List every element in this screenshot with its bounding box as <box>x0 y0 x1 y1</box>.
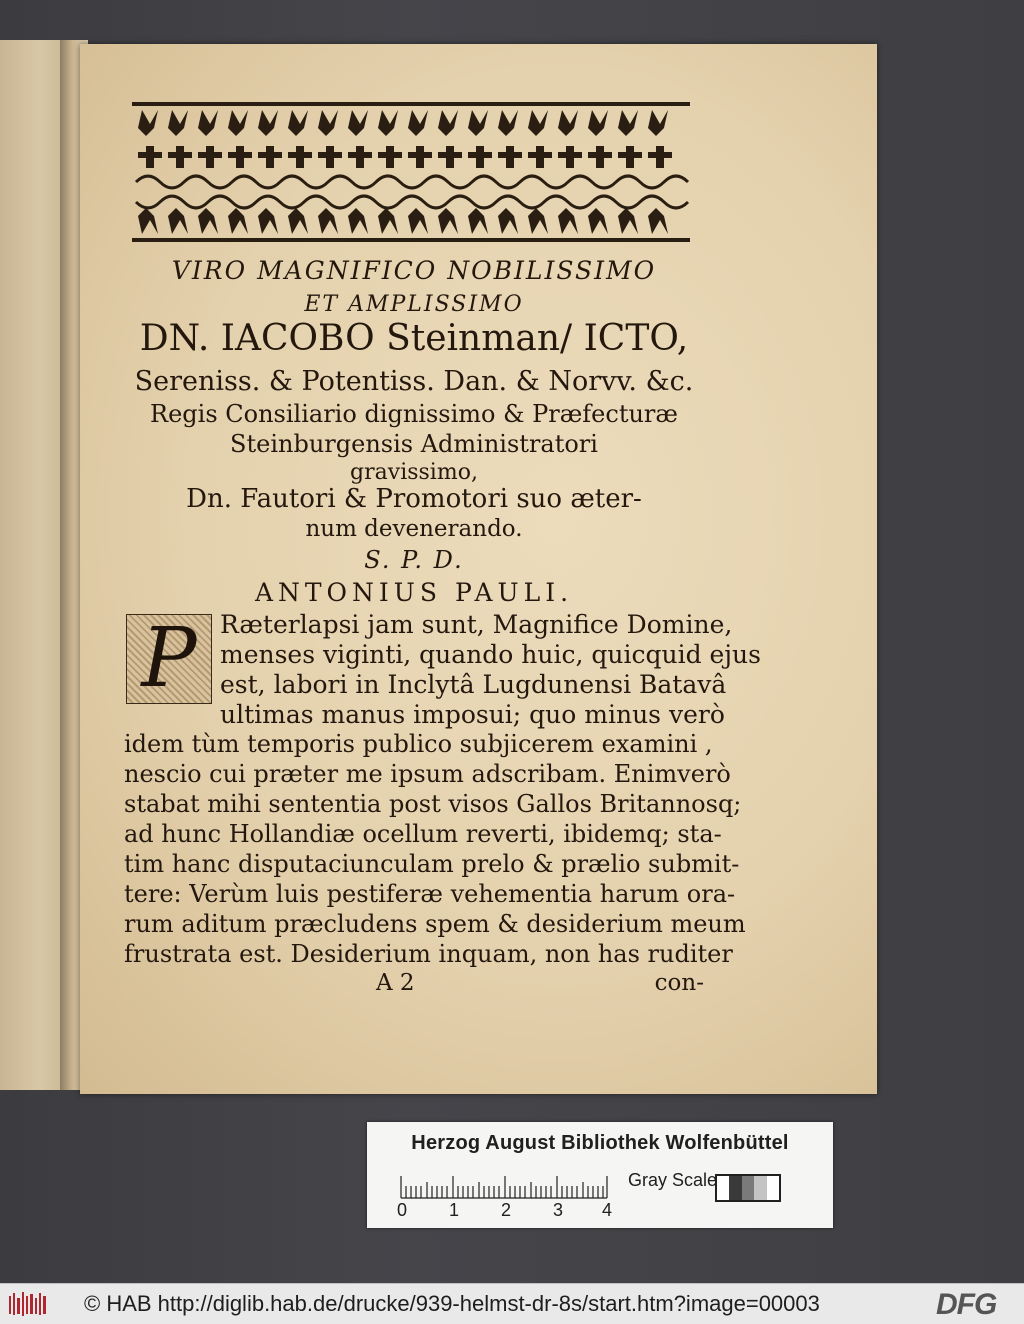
dedication-line-7: gravissimo, <box>350 460 478 485</box>
gray-swatch-2 <box>729 1176 741 1200</box>
signature-mark: A 2 <box>376 970 415 996</box>
body-line-4: ultimas manus imposui; quo minus verò <box>220 700 725 729</box>
dfg-logo: DFG <box>936 1288 997 1321</box>
body-line-10: tere: Verùm luis pestiferæ vehementia harum ora- <box>124 880 736 908</box>
gray-scale-swatches <box>715 1174 781 1202</box>
gray-swatch-5 <box>767 1176 779 1200</box>
scale-ruler <box>397 1172 611 1202</box>
body-line-5: idem tùm temporis publico subjicerem examini , <box>124 730 713 758</box>
dedication-line-2: ET AMPLISSIMO <box>304 292 524 317</box>
scale-number-4: 4 <box>602 1200 613 1220</box>
gray-swatch-4 <box>754 1176 766 1200</box>
footer-bar <box>0 1283 1024 1324</box>
decorated-initial <box>126 611 212 706</box>
gray-scale-label: Gray Scale <box>628 1170 718 1190</box>
dedication-name-line: DN. IACOBO Steinman/ ICTO, <box>139 318 689 359</box>
body-line-6: nescio cui præter me ipsum adscribam. Enimverò <box>124 760 731 788</box>
scale-number-2: 2 <box>501 1200 512 1220</box>
barcode-logo-icon <box>8 1290 48 1318</box>
salutation: S. P. D. <box>364 546 464 574</box>
body-line-3: est, labori in Inclytâ Lugdunensi Batavâ <box>220 670 727 699</box>
body-line-12: frustrata est. Desiderium inquam, non has ruditer <box>124 940 733 968</box>
previous-page-edge <box>0 40 66 1090</box>
dedication-line-9: num devenerando. <box>305 516 523 542</box>
body-line-7: stabat mihi sententia post visos Gallos Britannosq; <box>124 790 742 818</box>
dedication-line-4: Sereniss. & Potentiss. Dan. & Norvv. &c. <box>134 366 694 397</box>
scale-numbers <box>389 1200 629 1222</box>
scale-number-0: 0 <box>397 1200 408 1220</box>
copyright-url: © HAB http://diglib.hab.de/drucke/939-helmst-dr-8s/start.htm?image=00003 <box>84 1291 820 1316</box>
body-line-2: menses viginti, quando huic, quicquid ejus <box>220 640 761 669</box>
catchword: con- <box>654 970 704 996</box>
dedication-line-5: Regis Consiliario dignissimo & Præfecturæ <box>150 400 678 428</box>
library-label <box>367 1122 833 1228</box>
ornament-band-image <box>132 102 690 242</box>
dedication-line-1: VIRO MAGNIFICO NOBILISSIMO <box>171 256 657 285</box>
body-line-11: rum aditum præcludens spem & desiderium meum <box>124 910 746 938</box>
initial-letter: P <box>141 611 197 706</box>
body-line-8: ad hunc Hollandiæ ocellum reverti, ibidemq; sta- <box>124 820 722 848</box>
scale-number-3: 3 <box>553 1200 564 1220</box>
book-page <box>80 44 877 1094</box>
body-line-1: Ræterlapsi jam sunt, Magnifice Domine, <box>220 610 733 639</box>
dedication-line-6: Steinburgensis Administratori <box>230 430 598 458</box>
gray-swatch-1 <box>717 1176 729 1200</box>
body-line-9: tim hanc disputaciunculam prelo & prælio submit- <box>124 850 740 878</box>
library-name: Herzog August Bibliothek Wolfenbüttel <box>411 1132 789 1154</box>
scale-number-1: 1 <box>449 1200 460 1220</box>
author-name: ANTONIUS PAULI. <box>254 578 574 607</box>
gray-swatch-3 <box>742 1176 754 1200</box>
dedication-line-8: Dn. Fautori & Promotori suo æter- <box>186 484 642 514</box>
